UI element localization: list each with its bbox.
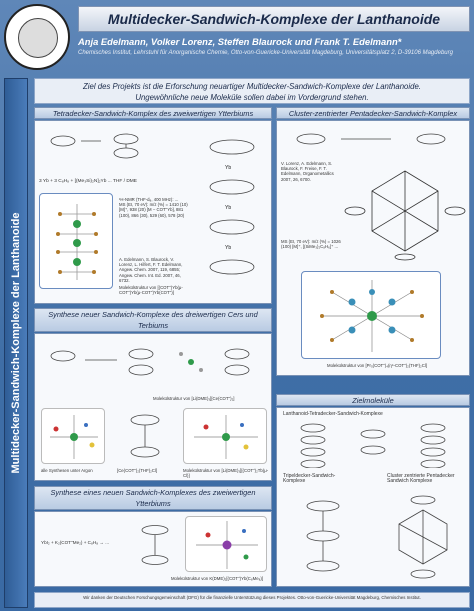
reaction-scheme-drawing bbox=[41, 127, 171, 175]
svg-text:Yb: Yb bbox=[225, 205, 232, 211]
tb-molecule-drawing bbox=[184, 409, 268, 465]
side-title: Multidecker-Sandwich-Komplexe der Lanthanoide bbox=[10, 212, 22, 474]
tetradecker-structure-image bbox=[39, 193, 113, 289]
poster-title: Multidecker-Sandwich-Komplexe der Lanthanoide bbox=[78, 6, 470, 32]
panel-cer-terbium bbox=[34, 333, 272, 481]
note-argon: alle Synthesen unter Argon bbox=[41, 468, 93, 473]
caption-cluster: Molekülstruktur von [Pr₅(COT'')₄(η⁵-COT'')₂(THF)₂Cl] bbox=[327, 363, 427, 368]
caption-ytterbium-new: Molekülstruktur von K(DME)₂[(COT'')Yb(C₈Me₈)] bbox=[170, 576, 264, 581]
tetradecker-schematic bbox=[195, 127, 269, 297]
spectroscopic-data: ¹H-NMR (THF-d₈, 400 MHz): ... MS (EI, 70 eV): m/z (%) = 1410 (10) [M]⁺, 938 (20) [M − COT''Yb], 881 (100), 866 (30), 529 (60), 578 (20) bbox=[119, 197, 188, 218]
label-ce-thf: [Ce(COT'')₂(THF)₂Cl] bbox=[117, 468, 158, 473]
caption-tb-dme: Molekülstruktur von [Li(DME)₃][(COT'')₂Tb(μ-Cl)] bbox=[183, 468, 269, 479]
cer-reaction-drawing bbox=[41, 340, 267, 400]
intro-line-2: Ungewöhnliche neue Moleküle sollen dabei im Vordergrund stehen. bbox=[135, 93, 369, 102]
ce-molecule-drawing bbox=[42, 409, 106, 465]
footer-acknowledgement: Wir danken der Deutschen Forschungsgemeinschaft (DFG) für die finanzielle Unterstützung dieses Projektes. Otto-von-Guericke-Universität Magdeburg, Chemisches Institut. bbox=[34, 592, 470, 608]
side-title-bar bbox=[4, 78, 28, 608]
cluster-structure-image bbox=[301, 271, 441, 359]
yb-new-structure-image bbox=[185, 516, 267, 572]
panel-ytterbium-tetradecker bbox=[34, 120, 272, 304]
yb-new-schematic bbox=[135, 520, 175, 570]
reaction-ytterbium-new: YbI₂ + K₂(COT''Me₂) + C₈H₈ → ... bbox=[41, 540, 110, 545]
reference-ytterbium: A. Edelmann, S. Blaurock, V. Lorenz, L. Hilfert, F. T. Edelmann, Angew. Chem. 2007, 119, 6855; Angew. Chem. Int. Ed. 2007, 46, 6732. bbox=[119, 257, 183, 283]
section-title-ytterbium-new: Synthese eines neuen Sandwich-Komplexes des zweiwertigen Ytterbiums bbox=[34, 486, 272, 510]
panel-targets bbox=[276, 407, 470, 587]
tb-structure-image bbox=[183, 408, 267, 464]
cluster-molecule-drawing bbox=[302, 272, 442, 360]
intro-box bbox=[34, 78, 470, 104]
university-seal-logo bbox=[4, 4, 70, 70]
panel-cluster-pentadecker bbox=[276, 120, 470, 376]
target-lower-schemes bbox=[283, 490, 465, 582]
affiliation: Chemisches Institut, Lehrstuhl für Anorganische Chemie, Otto-von-Guericke-Universität Magdeburg, Universitätsplatz 2, D-39106 Magdeburg bbox=[78, 50, 453, 56]
section-title-cluster-pentadecker: Cluster-zentrierter Pentadecker-Sandwich-Komplex bbox=[276, 107, 470, 119]
ce-structure-image bbox=[41, 408, 105, 464]
target-lower-drawing bbox=[283, 490, 465, 582]
tetradecker-schematic-drawing bbox=[195, 127, 269, 297]
intro-line-1: Ziel des Projekts ist die Erforschung neuartiger Multidecker-Sandwich-Komplexe der Lanthanoide. bbox=[83, 82, 421, 91]
authors: Anja Edelmann, Volker Lorenz, Steffen Blaurock und Frank T. Edelmann* bbox=[78, 36, 402, 47]
target-item-cluster: Cluster zentrierte Pentadecker Sandwich Komplexe bbox=[387, 473, 455, 485]
yb-new-schematic-drawing bbox=[135, 520, 175, 570]
cluster-reaction-scheme bbox=[281, 125, 467, 157]
section-title-targets: Zielmoleküle bbox=[276, 394, 470, 406]
ce-thf-drawing bbox=[117, 408, 173, 464]
target-tetradecker-schemes bbox=[283, 420, 465, 468]
cluster-reaction-drawing bbox=[281, 125, 467, 157]
target-tetradecker-drawing bbox=[283, 420, 465, 468]
reference-cluster: V. Lorenz, A. Edelmann, S. Blaurock, F. Freise, F. T. Edelmann, Organometallics 2007, 26, 6700. bbox=[281, 161, 334, 182]
yb-new-molecule-drawing bbox=[186, 517, 268, 573]
caption-ce-dme: Molekülstruktur von [Li(DME)₃][Ce(COT'')₂] bbox=[153, 396, 235, 401]
cluster-schematic-drawing bbox=[343, 161, 467, 261]
ce-thf-schematic bbox=[117, 408, 173, 464]
target-item-tripledecker: Tripeldecker-Sandwich-Komplexe bbox=[283, 473, 336, 485]
portrait-icon bbox=[18, 18, 58, 58]
caption-ytterbium-tetradecker: Molekülstruktur von [(COT'')Yb(μ-COT'')Yb(μ-COT'')Yb(COT'')] bbox=[119, 285, 183, 296]
cer-reaction-scheme bbox=[41, 340, 267, 400]
target-item-tetradecker: Lanthanoid-Tetradecker-Sandwich-Komplexe bbox=[283, 411, 383, 417]
svg-text:Yb: Yb bbox=[225, 165, 232, 171]
section-title-cer-terbium: Synthese neuer Sandwich-Komplexe des dreiwertigen Cers und Terbiums bbox=[34, 308, 272, 332]
tetradecker-molecule-drawing bbox=[40, 194, 114, 290]
svg-text:Yb: Yb bbox=[225, 245, 232, 251]
reaction-scheme bbox=[41, 127, 171, 175]
reaction-equation: 3 Yb + 3 C₈H₈ + [(Me₃Si)₂N]₂Yb ... THF / DME bbox=[39, 179, 137, 184]
mass-spec-cluster: MS (EI, 70 eV): m/z (%) = 1026 (100) [M]⁺, [(SiMe₃)₂C₈H₆]⁺ ... bbox=[281, 239, 341, 250]
cluster-schematic bbox=[343, 161, 467, 261]
section-title-ytterbium-tetradecker: Tetradecker-Sandwich-Komplex des zweiwertigen Ytterbiums bbox=[34, 107, 272, 119]
panel-ytterbium-new bbox=[34, 511, 272, 587]
